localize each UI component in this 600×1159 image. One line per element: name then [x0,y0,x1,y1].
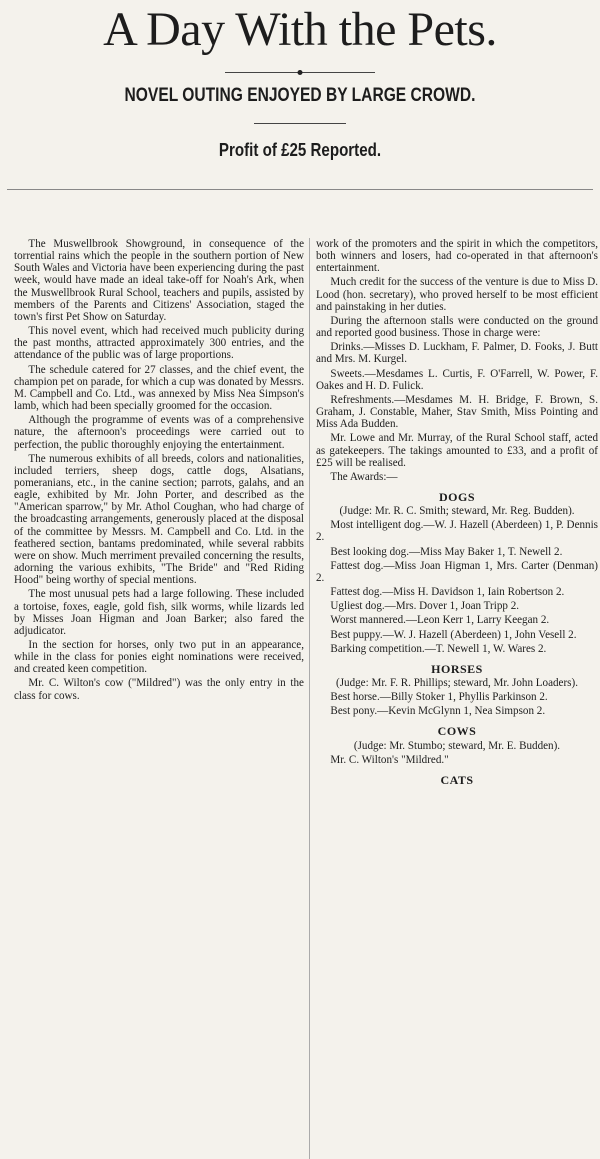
award-entry: Barking competition.—T. Newell 1, W. Wares 2. [330,642,547,655]
short-rule [254,123,346,124]
award-entry: Best puppy.—W. J. Hazell (Aberdeen) 1, John Vesell 2. [330,628,577,641]
paragraph: The Awards:— [330,470,398,483]
paragraph: Mr. C. Wilton's cow ("Mildred") was the only entry in the class for cows. [14,677,304,702]
paragraph: During the afternoon stalls were conducted on the ground and reported good business. Those in charge were: [316,314,598,340]
award-entry: Best horse.—Billy Stoker 1, Phyllis Parkinson 2. [330,691,548,704]
column-divider [309,238,310,1159]
award-entry: Fattest dog.—Miss H. Davidson 1, Iain Robertson 2. [330,586,565,599]
paragraph: The numerous exhibits of all breeds, colors and nationalities, included terriers, sheep dogs, cattle dogs, Alsatians, pomeranians, etc., in the canine section; parrots, galahs, and an eagle, exhibited by Mr. John Porter, and described as the "American sparrow," by Mr. Athol Coughan, who had charge of the broadcasting arrangements, generously placed at the disposal of the committee by Messrs. M. Campbell and Co. Ltd. in the feathered section, bantams predominated, while several rabbits were on show. Much merriment prevailed concerning the results, adorning the various exhibits, "The Bride" and "Red Riding Hood" being worthy of special mentions. [14,452,304,587]
judge-line-dogs: (Judge: Mr. R. C. Smith; steward, Mr. Reg. Budden). [339,505,575,518]
award-entry: Fattest dog.—Miss Joan Higman 1, Mrs. Carter (Denman) 2. [316,559,598,584]
subheadline: NOVEL OUTING ENJOYED BY LARGE CROWD. [124,85,476,106]
judge-line-horses: (Judge: Mr. F. R. Phillips; steward, Mr. John Loaders). [336,677,578,689]
award-entry: Ugliest dog.—Mrs. Dover 1, Joan Tripp 2. [330,600,520,613]
paragraph: Mr. Lowe and Mr. Murray, of the Rural School staff, acted as gatekeepers. The takings amounted to £33, and a profit of £25 will be realised. [316,432,598,469]
section-heading-dogs: DOGS [438,489,475,504]
section-heading-horses: HORSES [431,661,483,676]
paragraph: In the section for horses, only two put in an appearance, while in the class for ponies eight nominations were received, and created keen competition. [14,639,304,676]
headline: A Day With the Pets. [103,3,497,56]
rule-dot [298,70,303,75]
paragraph: Drinks.—Misses D. Luckham, F. Palmer, D. Fooks, J. Butt and Mrs. M. Kurgel. [316,341,598,366]
award-entry: Best looking dog.—Miss May Baker 1, T. Newell 2. [330,545,563,558]
paragraph: The schedule catered for 27 classes, and the chief event, the champion pet on parade, for which a cup was donated by Messrs. M. Campbell and Co. Ltd., was annexed by Miss Nea Simpson's lamb, which had been specially groomed for the occasion. [14,363,304,413]
award-entry: Best pony.—Kevin McGlynn 1, Nea Simpson 2. [330,705,546,718]
award-entry: Most intelligent dog.—W. J. Hazell (Aberdeen) 1, P. Dennis 2. [316,519,598,544]
paragraph: Refreshments.—Mesdames M. H. Bridge, F. Brown, S. Graham, J. Constable, Maher, Stav Smith, Miss Pointing and Miss Ada Budden. [316,393,598,431]
paragraph: Much credit for the success of the venture is due to Miss D. Lood (hon. secretary), who proved herself to be most efficient and painstaking in her duties. [316,276,598,313]
award-entry: Mr. C. Wilton's "Mildred." [330,753,449,766]
paragraph: Sweets.—Mesdames L. Curtis, F. O'Farrell, W. Power, F. Oakes and H. D. Fulick. [316,367,598,392]
column-top-rule [7,189,593,190]
article-body [14,238,598,1159]
subsubheadline: Profit of £25 Reported. [218,140,382,160]
paragraph: work of the promoters and the spirit in which the competitors, both winners and losers, had co-operated in that afternoon's entertainment. [316,238,598,275]
paragraph: This novel event, which had received much publicity during the past months, attracted approximately 300 entries, and the attendance of the public was of large proportions. [14,325,304,362]
paragraph: The most unusual pets had a large following. These included a tortoise, foxes, eagle, gold fish, silk worms, while lizards led by Misses Joan Higman and Joan Barker; also fared the adjudicator. [14,588,304,637]
section-heading-cows: COWS [437,724,477,739]
ornamental-rule [225,72,375,73]
award-entry: Worst mannered.—Leon Kerr 1, Larry Keegan 2. [330,614,550,627]
left-column [14,238,304,1159]
section-heading-cats: CATS [440,772,474,787]
judge-line-cows: (Judge: Mr. Stumbo; steward, Mr. E. Budden). [353,739,561,752]
paragraph: Although the programme of events was of a comprehensive nature, the afternoon's proceedings were carried out to perfection, the public thoroughly enjoying the entertainment. [14,414,304,451]
paragraph: The Muswellbrook Showground, in consequence of the torrential rains which the people in the southern portion of New South Wales and Victoria have been experiencing during the past week, would have made an ideal take-off for Noah's Ark, when the Muswellbrook Rural School, teachers and pupils, assisted by members of the Parents and Citizens' Association, staged the town's first Pet Show on Saturday. [14,238,304,323]
right-column [316,238,598,1159]
